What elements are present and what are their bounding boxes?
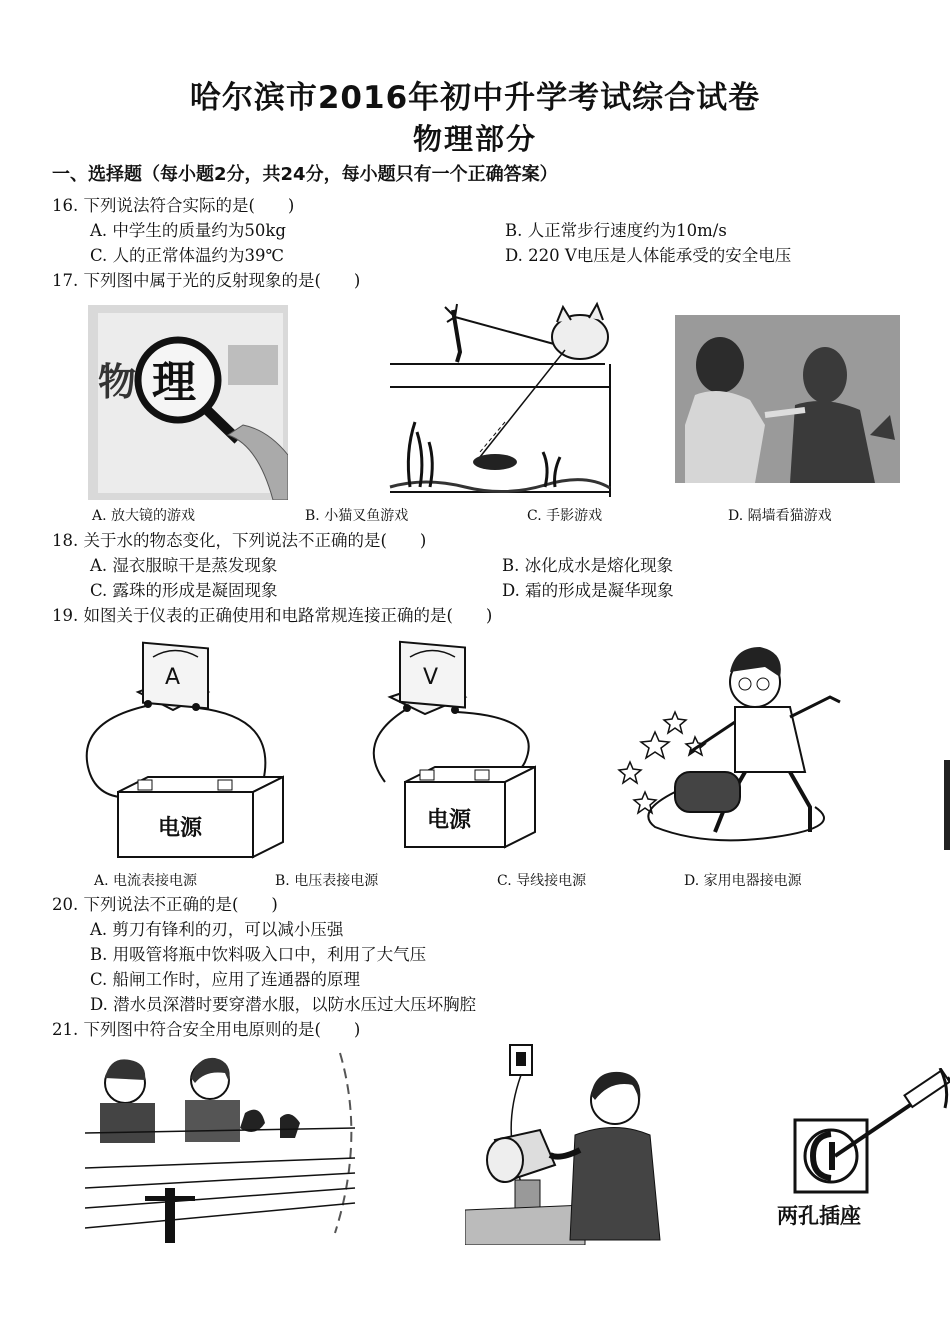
battery-label-a: 电源 bbox=[158, 816, 203, 841]
question-17-caption-c: C. 手影游戏 bbox=[527, 508, 603, 524]
question-19-caption-c: C. 导线接电源 bbox=[497, 873, 587, 889]
figure-hand-shadow-game bbox=[675, 315, 900, 483]
question-20-option-d: D. 潜水员深潜时要穿潜水服，以防水压过大压坏胸腔 bbox=[90, 995, 477, 1014]
exam-title: 哈尔滨市2016年初中升学考试综合试卷 bbox=[189, 80, 761, 116]
question-20-option-b: B. 用吸管将瓶中饮料吸入口中，利用了大气压 bbox=[90, 945, 427, 964]
figure-voltmeter-to-power bbox=[345, 632, 545, 857]
question-19-caption-b: B. 电压表接电源 bbox=[275, 873, 379, 889]
figure-ammeter-to-power bbox=[78, 632, 323, 867]
question-19-stem: 19. 如图关于仪表的正确使用和电路常规连接正确的是( ) bbox=[52, 606, 493, 625]
question-16-option-a: A. 中学生的质量约为50kg bbox=[90, 221, 286, 240]
question-17-caption-a: A. 放大镜的游戏 bbox=[92, 508, 196, 524]
question-20-stem: 20. 下列说法不正确的是( ) bbox=[52, 895, 278, 914]
figure-a-text-1: 物 bbox=[98, 360, 137, 404]
figure-wire-short-circuit bbox=[615, 642, 860, 862]
figure-wet-hand-lamp bbox=[465, 1040, 680, 1245]
question-16-option-b: B. 人正常步行速度约为10m/s bbox=[505, 221, 727, 240]
figure-cat-spear-fish bbox=[385, 292, 630, 502]
question-18-option-b: B. 冰化成水是熔化现象 bbox=[502, 556, 674, 575]
question-18-option-d: D. 霜的形成是凝华现象 bbox=[502, 581, 674, 600]
question-20-option-a: A. 剪刀有锋利的刃，可以减小压强 bbox=[90, 920, 344, 939]
question-17-caption-b: B. 小猫叉鱼游戏 bbox=[305, 508, 409, 524]
socket-label: 两孔插座 bbox=[777, 1204, 861, 1228]
exam-subtitle: 物理部分 bbox=[412, 122, 537, 156]
figure-a-text-2: 理 bbox=[152, 357, 196, 408]
question-16-option-c: C. 人的正常体温约为39℃ bbox=[90, 246, 284, 265]
ammeter-letter: A bbox=[165, 665, 181, 690]
question-18-option-a: A. 湿衣服晾干是蒸发现象 bbox=[90, 556, 278, 575]
question-19-caption-d: D. 家用电器接电源 bbox=[684, 873, 802, 889]
section-heading: 一、选择题（每小题2分，共24分，每小题只有一个正确答案） bbox=[52, 164, 558, 185]
question-16-stem: 16. 下列说法符合实际的是( ) bbox=[52, 196, 295, 215]
question-19-caption-a: A. 电流表接电源 bbox=[94, 873, 198, 889]
battery-label-b: 电源 bbox=[427, 808, 472, 833]
figure-kite-near-powerline bbox=[85, 1048, 360, 1243]
question-18-option-c: C. 露珠的形成是凝固现象 bbox=[90, 581, 278, 600]
question-20-option-c: C. 船闸工作时，应用了连通器的原理 bbox=[90, 970, 361, 989]
question-17-stem: 17. 下列图中属于光的反射现象的是( ) bbox=[52, 271, 361, 290]
voltmeter-letter: V bbox=[423, 665, 439, 690]
question-17-caption-d: D. 隔墙看猫游戏 bbox=[728, 508, 832, 524]
question-21-stem: 21. 下列图中符合安全用电原则的是( ) bbox=[52, 1020, 361, 1039]
question-16-option-d: D. 220 V电压是人体能承受的安全电压 bbox=[505, 246, 792, 265]
figure-magnifier-game bbox=[88, 305, 288, 500]
question-18-stem: 18. 关于水的物态变化，下列说法不正确的是( ) bbox=[52, 531, 427, 550]
page-edge-mark bbox=[944, 760, 950, 850]
